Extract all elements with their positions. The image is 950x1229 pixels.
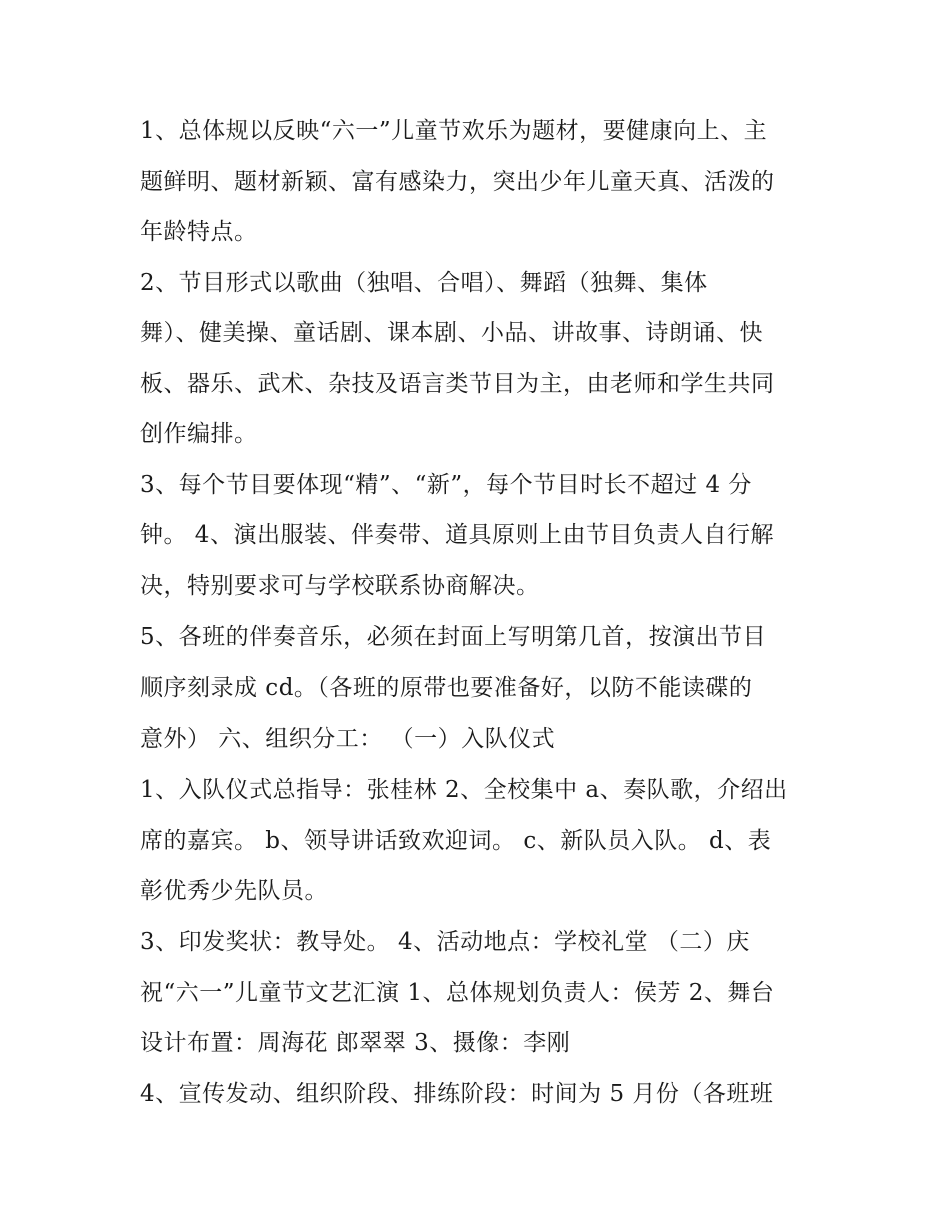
- text-line: 3、印发奖状：教导处。 4、活动地点：学校礼堂 （二）庆: [140, 929, 750, 955]
- text-line: 创作编排。: [140, 421, 258, 447]
- text-line: 题鲜明、题材新颖、富有感染力，突出少年儿童天真、活泼的: [140, 169, 775, 195]
- text-line: 祝“六一”儿童节文艺汇演 1、总体规划负责人：侯芳 2、舞台: [140, 980, 775, 1006]
- text-line: 设计布置：周海花 郎翠翠 3、摄像：李刚: [140, 1030, 571, 1056]
- text-line: 年龄特点。: [140, 219, 258, 245]
- text-line: 5、各班的伴奏音乐，必须在封面上写明第几首，按演出节目: [140, 624, 767, 650]
- text-line: 彰优秀少先队员。: [140, 878, 328, 904]
- text-line: 2、节目形式以歌曲（独唱、合唱）、舞蹈（独舞、集体: [140, 270, 708, 296]
- text-line: 意外） 六、组织分工： （一）入队仪式: [140, 726, 556, 752]
- text-line: 决，特别要求可与学校联系协商解决。: [140, 573, 540, 599]
- text-line: 1、总体规以反映“六一”儿童节欢乐为题材，要健康向上、主: [140, 118, 768, 144]
- text-line: 板、器乐、武术、杂技及语言类节目为主，由老师和学生共同: [140, 371, 775, 397]
- text-line: 席的嘉宾。 b、领导讲话致欢迎词。 c、新队员入队。 d、表: [140, 828, 772, 854]
- text-line: 1、入队仪式总指导：张桂林 2、全校集中 a、奏队歌，介绍出: [140, 777, 788, 803]
- text-line: 3、每个节目要体现“精”、“新”，每个节目时长不超过 4 分: [140, 472, 752, 498]
- text-line: 4、宣传发动、组织阶段、排练阶段：时间为 5 月份（各班班: [140, 1081, 774, 1107]
- text-line: 顺序刻录成 cd。（各班的原带也要准备好，以防不能读碟的: [140, 675, 753, 701]
- text-line: 舞）、健美操、童话剧、课本剧、小品、讲故事、诗朗诵、快: [140, 320, 763, 346]
- text-line: 钟。 4、演出服装、伴奏带、道具原则上由节目负责人自行解: [140, 522, 774, 548]
